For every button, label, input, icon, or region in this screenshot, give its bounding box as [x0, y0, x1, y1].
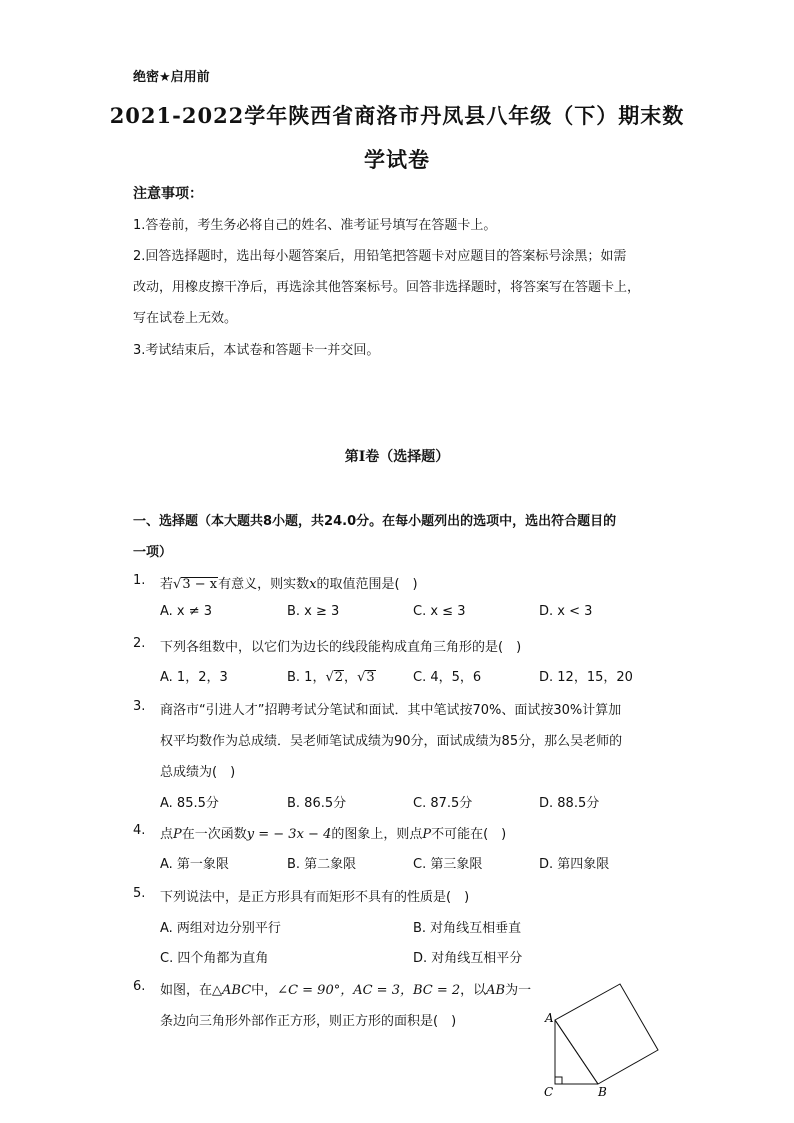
notice-line-2: 2.回答选择题时，选出每小题答案后，用铅笔把答题卡对应题目的答案标号涂黑；如需: [133, 249, 627, 264]
q2-text: 下列各组数中，以它们为边长的线段能构成直角三角形的是( ): [160, 640, 522, 655]
square-shape: [555, 984, 658, 1084]
notice-line-5: 3.考试结束后，本试卷和答题卡一并交回。: [133, 343, 380, 358]
q5-option-a: A. 两组对边分别平行: [160, 921, 281, 936]
q4-mid: 在一次函数: [181, 827, 247, 842]
q4-option-a: A. 第一象限: [160, 857, 229, 872]
q2-option-d: D. 12，15，20: [539, 670, 633, 685]
q6-mid2: ，以: [460, 983, 487, 998]
q1-option-a: A. x ≠ 3: [160, 604, 213, 619]
q2-option-b-root2: 3: [366, 670, 375, 685]
q1-option-b: B. x ≥ 3: [287, 604, 340, 619]
q1-radicand: 3 − x: [182, 577, 218, 592]
q3-option-a: A. 85.5分: [160, 796, 219, 811]
q6-text-line2: 条边向三角形外部作正方形，则正方形的面积是( ): [160, 1014, 457, 1029]
q2-option-a: A. 1，2，3: [160, 670, 228, 685]
q1-text: 若√3 − x有意义，则实数x的取值范围是( ): [160, 577, 418, 592]
q4-equation: y = − 3x − 4: [246, 827, 332, 842]
q3-option-d: D. 88.5分: [539, 796, 600, 811]
label-c: C: [544, 1085, 554, 1099]
part1-heading-line2: 一项）: [133, 545, 173, 560]
q4-pre: 点: [160, 827, 174, 842]
q4-option-d: D. 第四象限: [539, 857, 610, 872]
notice-line-4: 写在试卷上无效。: [133, 311, 238, 326]
q5-option-b: B. 对角线互相垂直: [413, 921, 522, 936]
q3-text-line3: 总成绩为( ): [160, 765, 236, 780]
label-a: A: [545, 1011, 554, 1025]
part1-heading-line1: 一、选择题（本大题共8小题，共24.0分。在每小题列出的选项中，选出符合题目的: [133, 514, 617, 529]
q4-point2: P: [422, 827, 432, 842]
secret-label: 绝密★启用前: [133, 70, 210, 85]
q4-number: 4.: [133, 823, 146, 838]
q2-option-c: C. 4，5，6: [413, 670, 482, 685]
q2-option-b-pre: B. 1，: [287, 670, 326, 685]
exam-title-line1: 2021-2022学年陕西省商洛市丹凤县八年级（下）期末数: [109, 103, 685, 128]
triangle-hypotenuse: [555, 1020, 598, 1084]
q6-triangle: △ABC: [212, 983, 252, 998]
q6-mid: 中，: [251, 983, 278, 998]
q4-mid2: 的图象上，则点: [331, 827, 423, 842]
q1-mid: 有意义，则实数: [218, 577, 310, 592]
section-title: 第I卷（选择题）: [344, 449, 450, 465]
q4-option-c: C. 第三象限: [413, 857, 483, 872]
notice-heading: 注意事项：: [133, 186, 203, 202]
q3-option-c: C. 87.5分: [413, 796, 473, 811]
q1-number: 1.: [133, 573, 146, 588]
q2-option-b: B. 1，√2，√3: [287, 670, 375, 685]
q6-figure: [530, 976, 670, 1100]
q1-option-d: D. x < 3: [539, 604, 593, 619]
q4-post: 不可能在( ): [431, 827, 507, 842]
q5-number: 5.: [133, 886, 146, 901]
q3-number: 3.: [133, 699, 146, 714]
q6-pre: 如图，在: [160, 983, 213, 998]
q1-pre: 若: [160, 577, 174, 592]
q1-var: x: [309, 577, 317, 592]
q6-number: 6.: [133, 979, 146, 994]
q5-text: 下列说法中，是正方形具有而矩形不具有的性质是( ): [160, 890, 470, 905]
right-angle-mark: [555, 1077, 562, 1084]
q2-option-b-root1: 2: [334, 670, 344, 685]
q1-post: 的取值范围是( ): [316, 577, 418, 592]
q3-option-b: B. 86.5分: [287, 796, 347, 811]
label-b: B: [598, 1085, 607, 1099]
notice-line-1: 1.答卷前，考生务必将自己的姓名、准考证号填写在答题卡上。: [133, 218, 497, 233]
q6-side-ab: AB: [486, 983, 506, 998]
q5-option-d: D. 对角线互相平分: [413, 951, 523, 966]
q1-option-c: C. x ≤ 3: [413, 604, 466, 619]
q2-option-b-sep: ，: [344, 670, 358, 685]
q5-option-c: C. 四个角都为直角: [160, 951, 269, 966]
exam-title-line2: 学试卷: [364, 147, 430, 172]
q4-text: [160, 823, 506, 842]
q4-point: P: [173, 827, 182, 842]
notice-line-3: 改动，用橡皮擦干净后，再选涂其他答案标号。回答非选择题时，将答案写在答题卡上，: [133, 280, 641, 295]
q6-conditions: ∠C = 90°，AC = 3，BC = 2: [277, 983, 461, 998]
q3-text-line1: 商洛市“引进人才”招聘考试分笔试和面试．其中笔试按70%、面试按30%计算加: [160, 703, 622, 718]
q6-text-line1: [160, 979, 531, 998]
q2-number: 2.: [133, 636, 146, 651]
q6-post: 为一: [505, 983, 532, 998]
q3-text-line2: 权平均数作为总成绩．吴老师笔试成绩为90分，面试成绩为85分，那么吴老师的: [160, 734, 623, 749]
q4-option-b: B. 第二象限: [287, 857, 357, 872]
